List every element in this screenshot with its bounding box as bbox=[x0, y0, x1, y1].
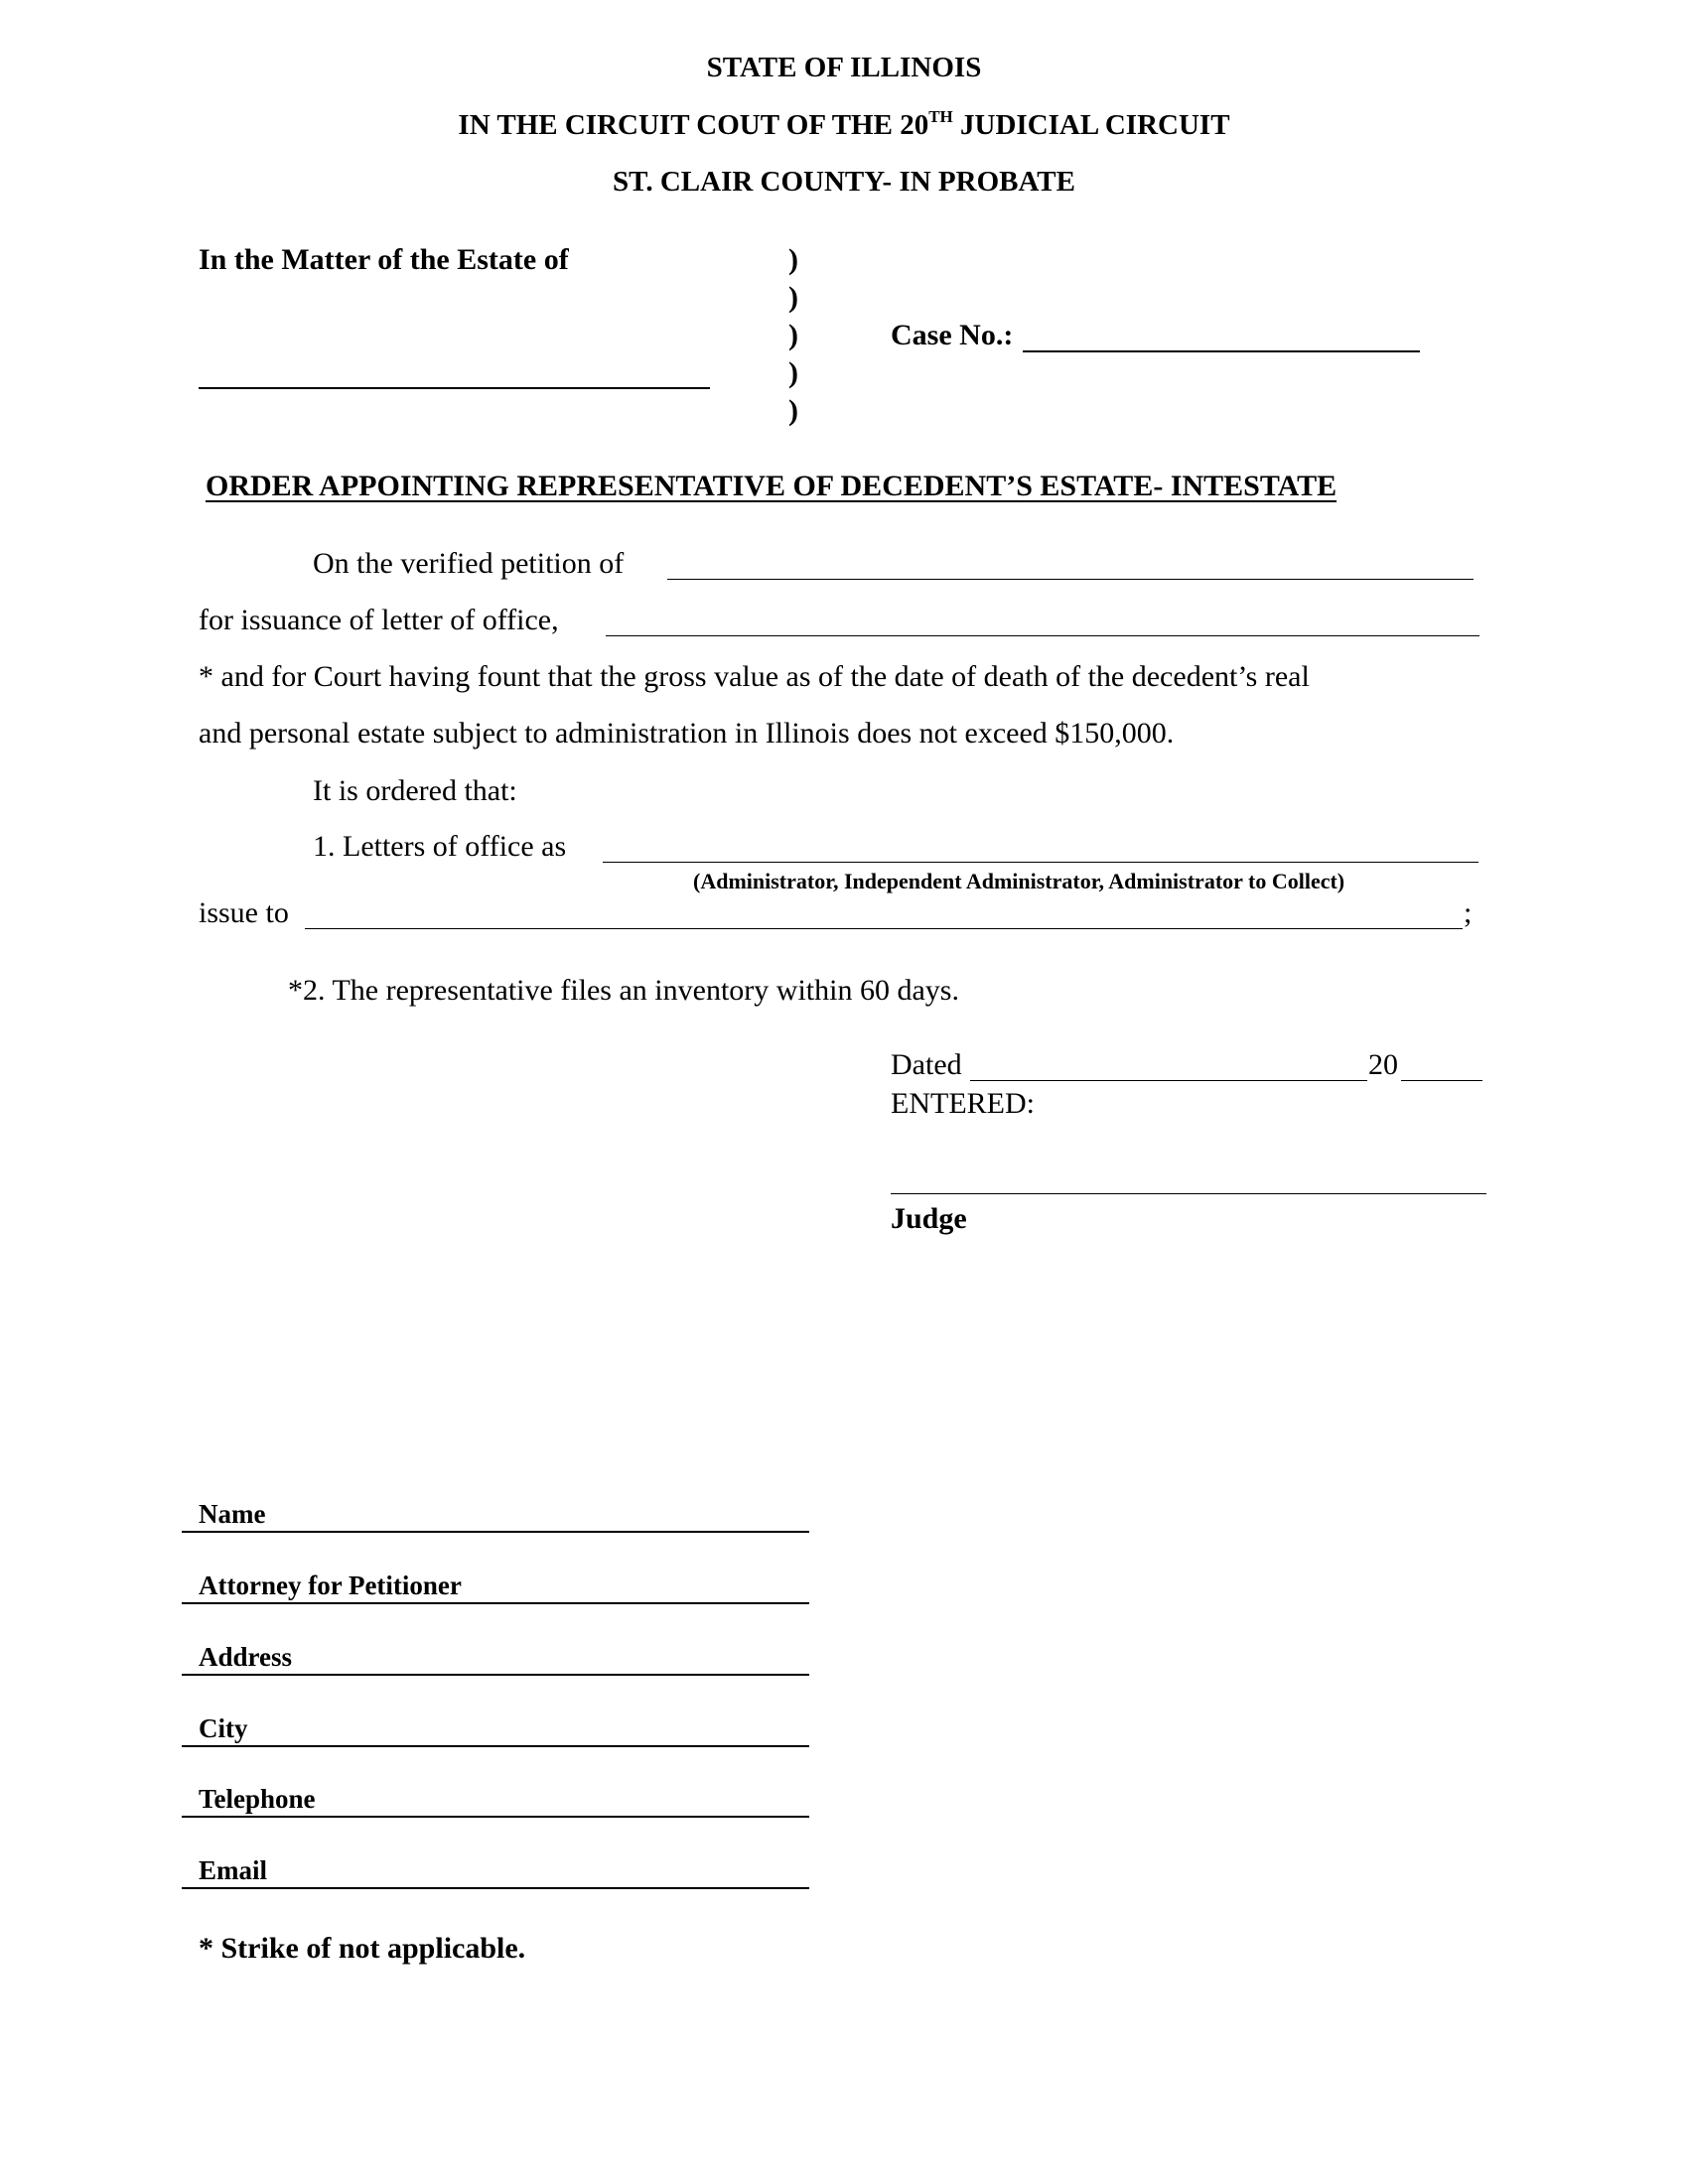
year-line[interactable] bbox=[1401, 1080, 1482, 1081]
state-heading: STATE OF ILLINOIS bbox=[706, 52, 982, 83]
attorney-field-telephone: Telephone bbox=[199, 1784, 316, 1814]
finding-line-2: and personal estate subject to administration in Illinois does not exceed $150,000. bbox=[199, 717, 1175, 750]
attorney-field-line[interactable] bbox=[182, 1602, 809, 1604]
issue-to-label: issue to bbox=[199, 896, 289, 929]
attorney-field-email: Email bbox=[199, 1855, 268, 1885]
attorney-field-line[interactable] bbox=[182, 1887, 809, 1889]
court-heading-suffix: JUDICIAL CIRCUIT bbox=[952, 109, 1230, 141]
estate-name-line[interactable] bbox=[199, 387, 710, 389]
court-heading bbox=[0, 109, 1688, 142]
attorney-field-address: Address bbox=[199, 1642, 293, 1672]
letters-type-line[interactable] bbox=[603, 862, 1478, 863]
letters-label: 1. Letters of office as bbox=[313, 830, 567, 863]
attorney-field-line[interactable] bbox=[182, 1816, 809, 1818]
year-prefix: 20 bbox=[1368, 1048, 1398, 1081]
caption-paren: ) bbox=[788, 356, 798, 389]
caption-paren: ) bbox=[788, 394, 798, 427]
county-heading: ST. CLAIR COUNTY- IN PROBATE bbox=[613, 166, 1075, 198]
attorney-field-line[interactable] bbox=[182, 1674, 809, 1676]
caption-paren: ) bbox=[788, 243, 798, 276]
order-title: ORDER APPOINTING REPRESENTATIVE OF DECEDENT’S ESTATE- INTESTATE bbox=[206, 470, 1337, 502]
issuance-line[interactable] bbox=[606, 635, 1479, 636]
finding-line-1: * and for Court having fount that the gross value as of the date of death of the decedent’s real bbox=[199, 660, 1310, 693]
estate-matter-label: In the Matter of the Estate of bbox=[199, 243, 569, 276]
entered-label: ENTERED: bbox=[891, 1087, 1035, 1120]
court-heading-sup: TH bbox=[928, 107, 953, 126]
attorney-field-line[interactable] bbox=[182, 1531, 809, 1533]
caption-paren: ) bbox=[788, 319, 798, 351]
issue-to-semicolon: ; bbox=[1464, 896, 1473, 929]
attorney-field-title: Attorney for Petitioner bbox=[199, 1570, 462, 1600]
judge-label: Judge bbox=[891, 1202, 967, 1235]
judge-signature-line[interactable] bbox=[891, 1193, 1486, 1194]
footnote: * Strike of not applicable. bbox=[199, 1932, 526, 1965]
ordered-text: It is ordered that: bbox=[313, 774, 517, 807]
dated-label: Dated bbox=[891, 1048, 962, 1081]
issuance-label: for issuance of letter of office, bbox=[199, 604, 559, 636]
letters-hint: (Administrator, Independent Administrator, Administrator to Collect) bbox=[693, 869, 1345, 893]
petition-label: On the verified petition of bbox=[313, 547, 625, 580]
court-heading-prefix: IN THE CIRCUIT COUT OF THE 20 bbox=[458, 109, 929, 141]
inventory-text: *2. The representative files an inventory within 60 days. bbox=[288, 974, 959, 1007]
petitioner-line[interactable] bbox=[667, 579, 1474, 580]
attorney-field-city: City bbox=[199, 1713, 248, 1743]
issue-to-line[interactable] bbox=[305, 928, 1463, 929]
dated-line[interactable] bbox=[970, 1080, 1367, 1081]
attorney-field-line[interactable] bbox=[182, 1745, 809, 1747]
case-no-label: Case No.: bbox=[891, 319, 1014, 351]
attorney-field-name: Name bbox=[199, 1499, 266, 1529]
caption-paren: ) bbox=[788, 281, 798, 314]
case-no-line[interactable] bbox=[1023, 350, 1420, 352]
